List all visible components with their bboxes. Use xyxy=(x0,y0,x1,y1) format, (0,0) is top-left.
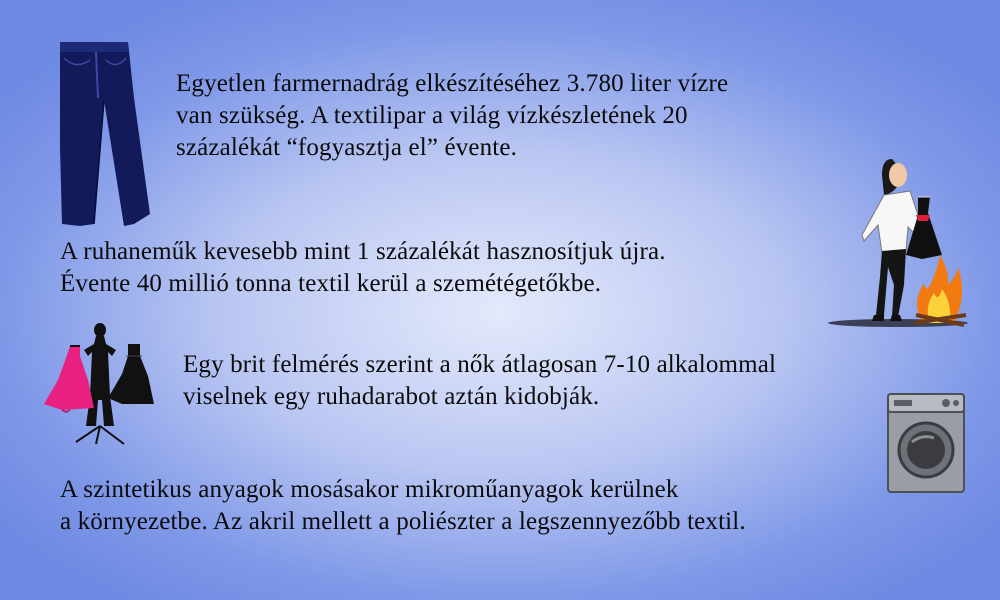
text-line: Évente 40 millió tonna textil kerül a szemétégetőkbe. xyxy=(60,270,602,297)
microplastics-text xyxy=(60,474,746,538)
text-line: A ruhaneműk kevesebb mint 1 százalékát hasznosítjuk újra. xyxy=(60,238,666,265)
text-line: viselnek egy ruhadarabot aztán kidobják. xyxy=(183,383,600,410)
water-consumption-text xyxy=(176,68,728,164)
fashion-silhouettes-icon xyxy=(36,316,162,456)
text-line: van szükség. A textilipar a világ vízkészletének 20 xyxy=(176,102,688,129)
text-line: Egy brit felmérés szerint a nők átlagosan 7-10 alkalommal xyxy=(183,351,777,378)
recycling-text xyxy=(60,236,666,300)
british-survey-text xyxy=(183,349,776,413)
text-line: Egyetlen farmernadrág elkészítéséhez 3.780 liter vízre xyxy=(176,70,729,97)
woman-burning-dress-icon xyxy=(826,155,971,330)
jeans-icon xyxy=(50,38,154,228)
text-line: A szintetikus anyagok mosásakor mikroműanyagok kerülnek xyxy=(60,476,679,503)
washing-machine-icon xyxy=(886,392,966,494)
text-line: a környezetbe. Az akril mellett a poliészter a legszennyezőbb textil. xyxy=(60,508,746,535)
text-line: százalékát “fogyasztja el” évente. xyxy=(176,134,518,161)
